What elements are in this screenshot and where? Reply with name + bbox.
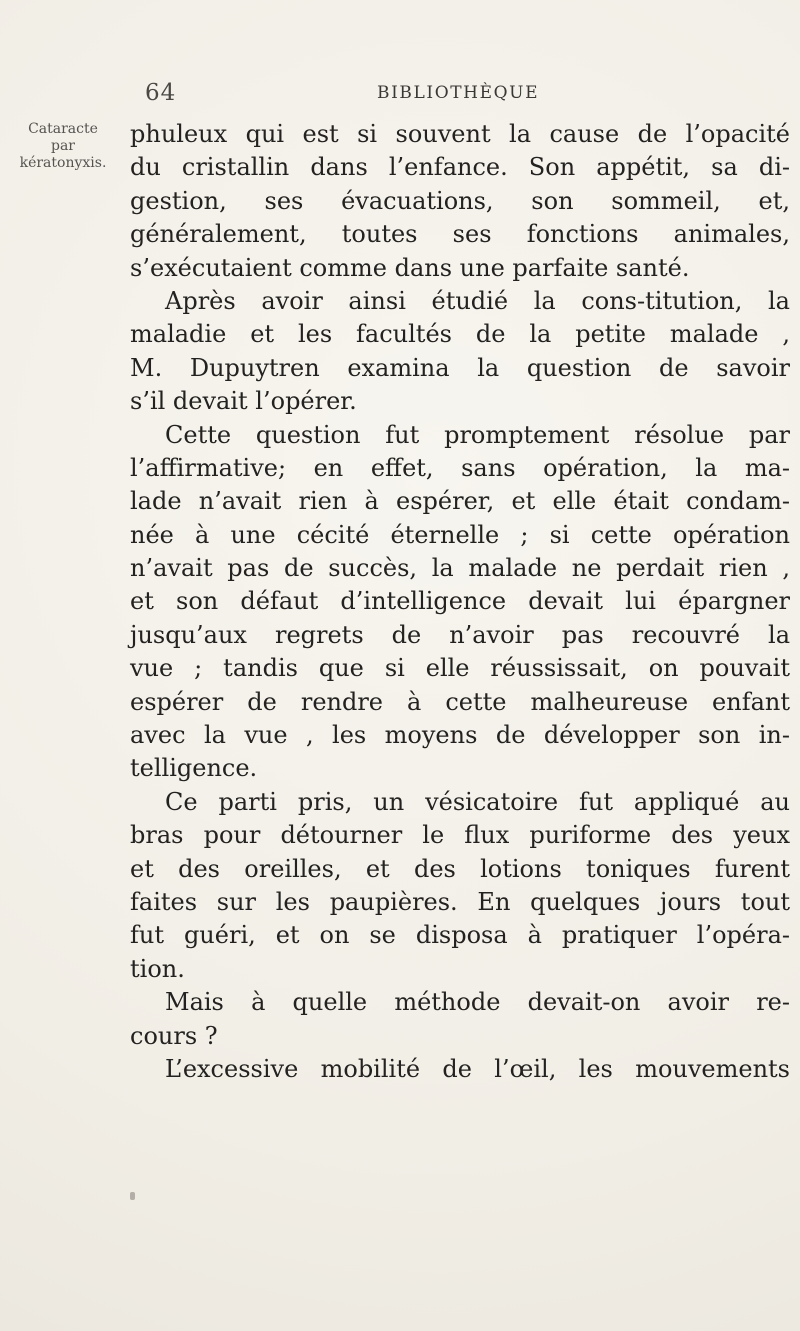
text-line: Ce parti pris, un vésicatoire fut appliqué au: [165, 787, 790, 816]
margin-note: [4, 121, 122, 172]
text-line: fut guéri, et on se disposa à pratiquer l’opéra-: [130, 921, 790, 950]
text-line: du cristallin dans l’enfance. Son appétit, sa di-: [130, 153, 790, 182]
text-line: faites sur les paupières. En quelques jours tout: [130, 887, 790, 916]
margin-note-line: par: [50, 138, 75, 154]
running-title: BIBLIOTHÈQUE: [377, 83, 540, 103]
margin-note-line: Cataracte: [28, 121, 98, 137]
text-line: maladie et les facultés de la petite malade ,: [130, 320, 790, 349]
text-line: gestion, ses évacuations, son sommeil, et,: [130, 186, 790, 215]
running-head: [145, 80, 785, 110]
text-line: vue ; tandis que si elle réussissait, on pouvait: [130, 654, 790, 683]
text-line: généralement, toutes ses fonctions animales,: [130, 220, 790, 249]
ink-speck: [130, 1192, 135, 1200]
text-line: Mais à quelle méthode devait-on avoir re-: [165, 988, 790, 1017]
text-line: l’affirmative; en effet, sans opération, la ma-: [130, 453, 790, 482]
text-line: s’il devait l’opérer.: [130, 387, 357, 416]
text-line: cours ?: [130, 1021, 218, 1050]
text-line: tion.: [130, 954, 185, 983]
text-line: et des oreilles, et des lotions toniques furent: [130, 854, 790, 883]
text-line: telligence.: [130, 754, 258, 783]
text-line: avec la vue , les moyens de développer son in-: [130, 721, 790, 750]
margin-note-line: kératonyxis.: [19, 155, 107, 171]
body-text: [130, 118, 790, 1086]
text-line: lade n’avait rien à espérer, et elle était condam-: [130, 487, 790, 516]
text-line: Après avoir ainsi étudié la cons-titution, la: [165, 286, 790, 315]
text-line: bras pour détourner le flux puriforme des yeux: [130, 821, 790, 850]
text-line: Cette question fut promptement résolue par: [165, 420, 790, 449]
text-line: jusqu’aux regrets de n’avoir pas recouvré la: [130, 620, 790, 649]
text-line: phuleux qui est si souvent la cause de l’opacité: [130, 120, 790, 148]
text-line: n’avait pas de succès, la malade ne perdait rien ,: [130, 554, 790, 583]
text-line: espérer de rendre à cette malheureuse enfant: [130, 687, 790, 716]
text-line: M. Dupuytren examina la question de savoir: [130, 353, 790, 382]
text-line: née à une cécité éternelle ; si cette opération: [130, 520, 790, 549]
page-number: 64: [145, 80, 177, 106]
text-line: et son défaut d’intelligence devait lui épargner: [130, 587, 790, 616]
text-line: L’excessive mobilité de l’œil, les mouvements: [165, 1054, 790, 1083]
text-line: s’exécutaient comme dans une parfaite santé.: [130, 253, 690, 282]
